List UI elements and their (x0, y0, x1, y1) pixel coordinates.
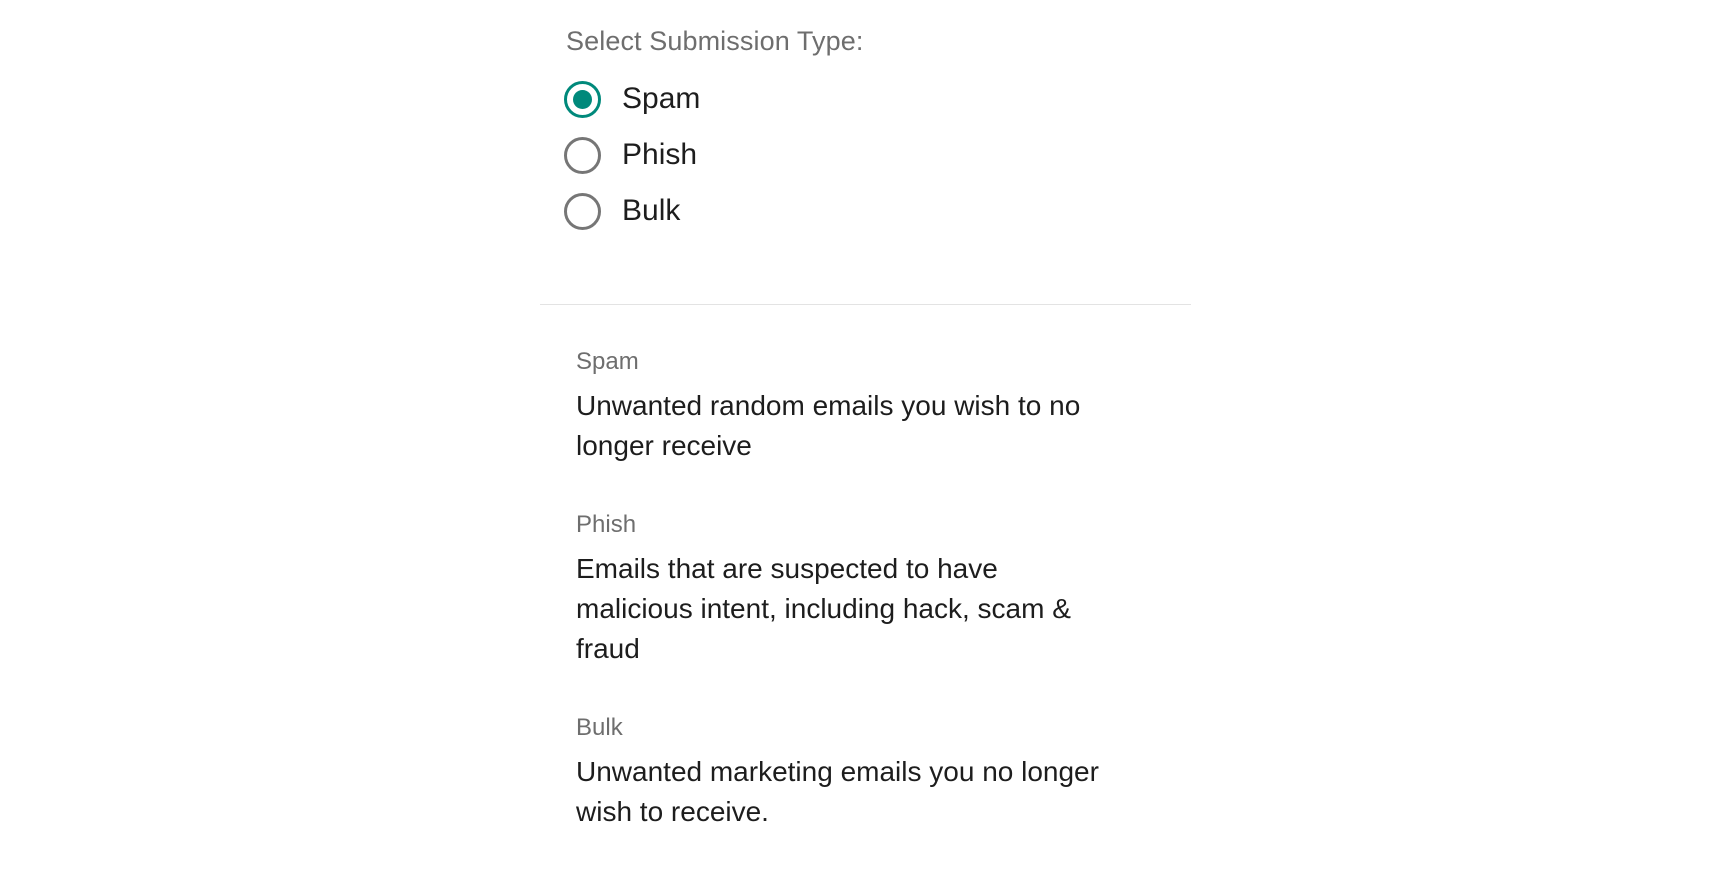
submission-type-radio-group[interactable] (564, 71, 1200, 239)
radio-option-spam[interactable] (564, 71, 1200, 127)
description-term-phish: Phish (576, 511, 637, 539)
submission-type-panel (540, 0, 1200, 827)
radio-option-bulk[interactable] (564, 183, 1200, 239)
radio-unselected-icon[interactable] (564, 193, 601, 230)
description-term-spam: Spam (576, 348, 639, 375)
radio-option-phish[interactable] (564, 127, 1200, 183)
description-item-phish (576, 511, 1176, 668)
description-term-bulk: Bulk (576, 714, 623, 742)
radio-selected-icon[interactable] (564, 81, 601, 118)
radio-label-phish: Phish (622, 138, 698, 171)
section-label: Select Submission Type: (566, 26, 864, 56)
description-item-bulk (576, 714, 1176, 831)
description-text-spam: Unwanted random emails you wish to no longer receive (576, 389, 1081, 461)
submission-type-descriptions (576, 348, 1176, 832)
description-item-spam (576, 348, 1176, 465)
radio-label-bulk: Bulk (622, 194, 681, 227)
radio-label-spam: Spam (622, 82, 701, 115)
description-text-phish: Emails that are suspected to have malicious intent, including hack, scam & fraud (576, 553, 1071, 664)
description-text-bulk: Unwanted marketing emails you no longer wish to receive. (576, 756, 1099, 827)
section-divider (540, 304, 1191, 305)
radio-unselected-icon[interactable] (564, 137, 601, 174)
